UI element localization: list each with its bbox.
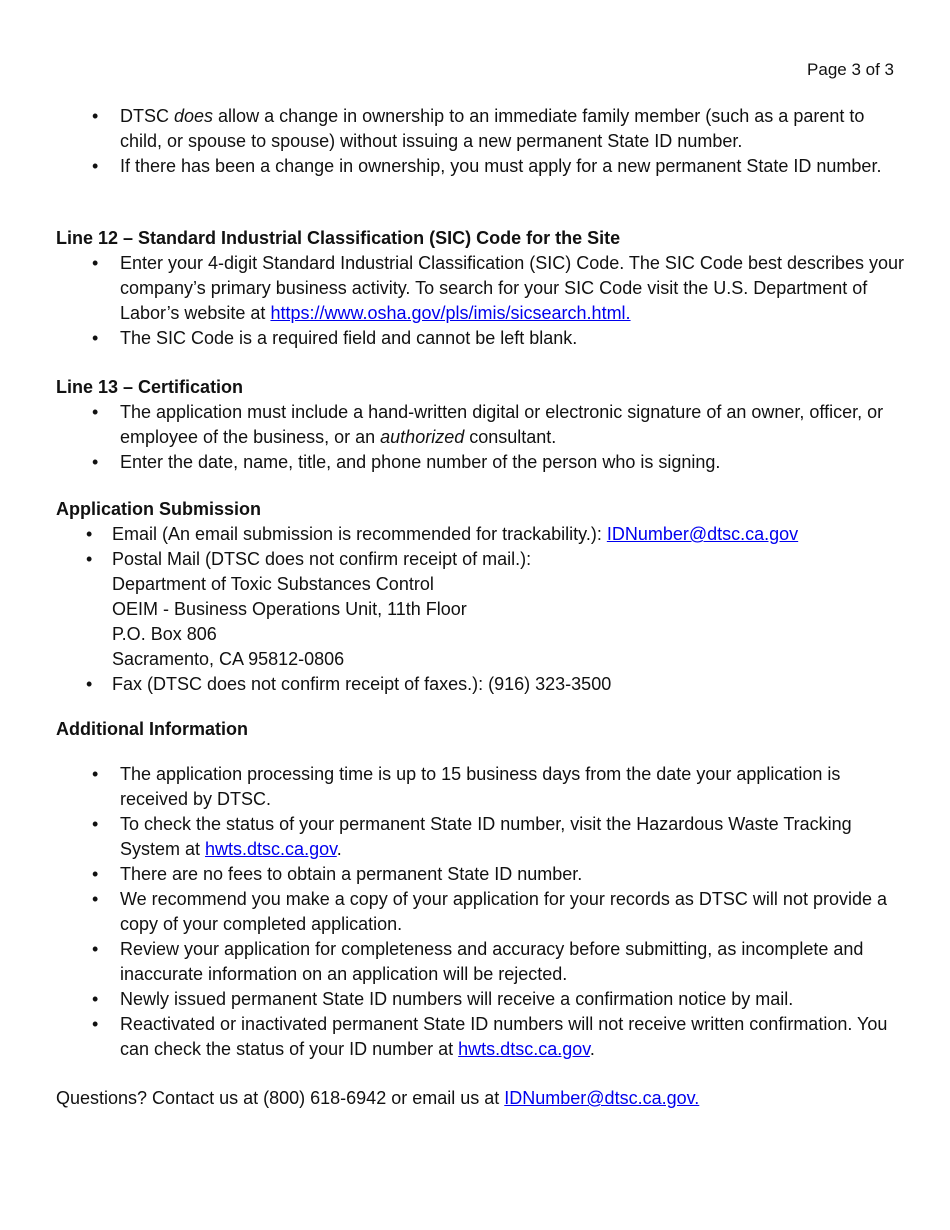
text: DTSC [120, 106, 174, 126]
text: Email (An email submission is recommended for trackability.): [112, 524, 607, 544]
list-item: • Review your application for completeness and accuracy before submitting, as incomplete and inaccurate information on an application will be rejected. [56, 937, 910, 987]
list-item [56, 812, 910, 862]
address-line: OEIM - Business Operations Unit, 11th Floor [112, 599, 467, 619]
address-line: P.O. Box 806 [112, 624, 217, 644]
text: allow a change in ownership to an immediate family member (such as a parent to child, or spouse to spouse) without issuing a new permanent State ID number. [120, 106, 865, 151]
additional-section [56, 717, 910, 1062]
hwts-link[interactable]: hwts.dtsc.ca.gov [458, 1039, 590, 1059]
list-item: • Enter the date, name, title, and phone number of the person who is signing. [56, 450, 910, 475]
list-item: • We recommend you make a copy of your application for your records as DTSC will not provide a copy of your completed application. [56, 887, 910, 937]
line12-list [56, 251, 910, 351]
list-item: • The application processing time is up to 15 business days from the date your application is received by DTSC. [56, 762, 910, 812]
ownership-section [56, 104, 910, 179]
text: Reactivated or inactivated permanent State ID numbers will not receive written confirmation. You can check the status of your ID number at [120, 1014, 888, 1059]
list-item: • There are no fees to obtain a permanent State ID number. [56, 862, 910, 887]
line12-section [56, 226, 910, 351]
questions-footer [56, 1086, 910, 1111]
additional-list [56, 762, 910, 1062]
emphasis: authorized [380, 427, 465, 447]
list-item [56, 1012, 910, 1062]
address-line: Sacramento, CA 95812-0806 [112, 649, 345, 669]
text: Enter your 4-digit Standard Industrial Classification (SIC) Code. The SIC Code best describes your company’s primary business activity. To search for your SIC Code visit the U.S. Department of Labor’s website at [120, 253, 905, 323]
submission-section [56, 497, 910, 697]
list-item: • Newly issued permanent State ID numbers will receive a confirmation notice by mail. [56, 987, 910, 1012]
list-item [56, 400, 910, 450]
list-item [56, 251, 910, 326]
postal-label: • Postal Mail (DTSC does not confirm receipt of mail.): [112, 549, 532, 569]
footer-email-link[interactable]: IDNumber@dtsc.ca.gov. [504, 1088, 700, 1108]
submission-list [56, 522, 910, 697]
section-heading: Additional Information [56, 719, 248, 739]
section-heading: Application Submission [56, 499, 262, 519]
ownership-list [56, 104, 910, 179]
list-item: • The SIC Code is a required field and cannot be left blank. [56, 326, 910, 351]
list-item-fax: • Fax (DTSC does not confirm receipt of faxes.): (916) 323-3500 [56, 672, 910, 697]
list-item-postal [56, 547, 910, 672]
list-item: • If there has been a change in ownership, you must apply for a new permanent State ID number. [56, 154, 910, 179]
text: . [336, 839, 342, 859]
list-item-email [56, 522, 910, 547]
address-line: Department of Toxic Substances Control [112, 574, 434, 594]
email-link[interactable]: IDNumber@dtsc.ca.gov [606, 524, 799, 544]
line13-section [56, 375, 910, 475]
sic-search-link[interactable]: https://www.osha.gov/pls/imis/sicsearch.html. [270, 303, 631, 323]
text: consultant. [464, 427, 557, 447]
section-heading: Line 13 – Certification [56, 377, 244, 397]
text: To check the status of your permanent State ID number, visit the Hazardous Waste Tracking System at [120, 814, 852, 859]
line13-list [56, 400, 910, 475]
page-number: Page 3 of 3 [807, 60, 894, 79]
hwts-link[interactable]: hwts.dtsc.ca.gov [205, 839, 337, 859]
list-item [56, 104, 910, 154]
text: The application must include a hand-written digital or electronic signature of an owner, officer, or employee of the business, or an [120, 402, 884, 447]
text: . [589, 1039, 595, 1059]
text: Questions? Contact us at (800) 618-6942 or email us at [56, 1088, 505, 1108]
section-heading: Line 12 – Standard Industrial Classification (SIC) Code for the Site [56, 228, 621, 248]
emphasis: does [174, 106, 214, 126]
